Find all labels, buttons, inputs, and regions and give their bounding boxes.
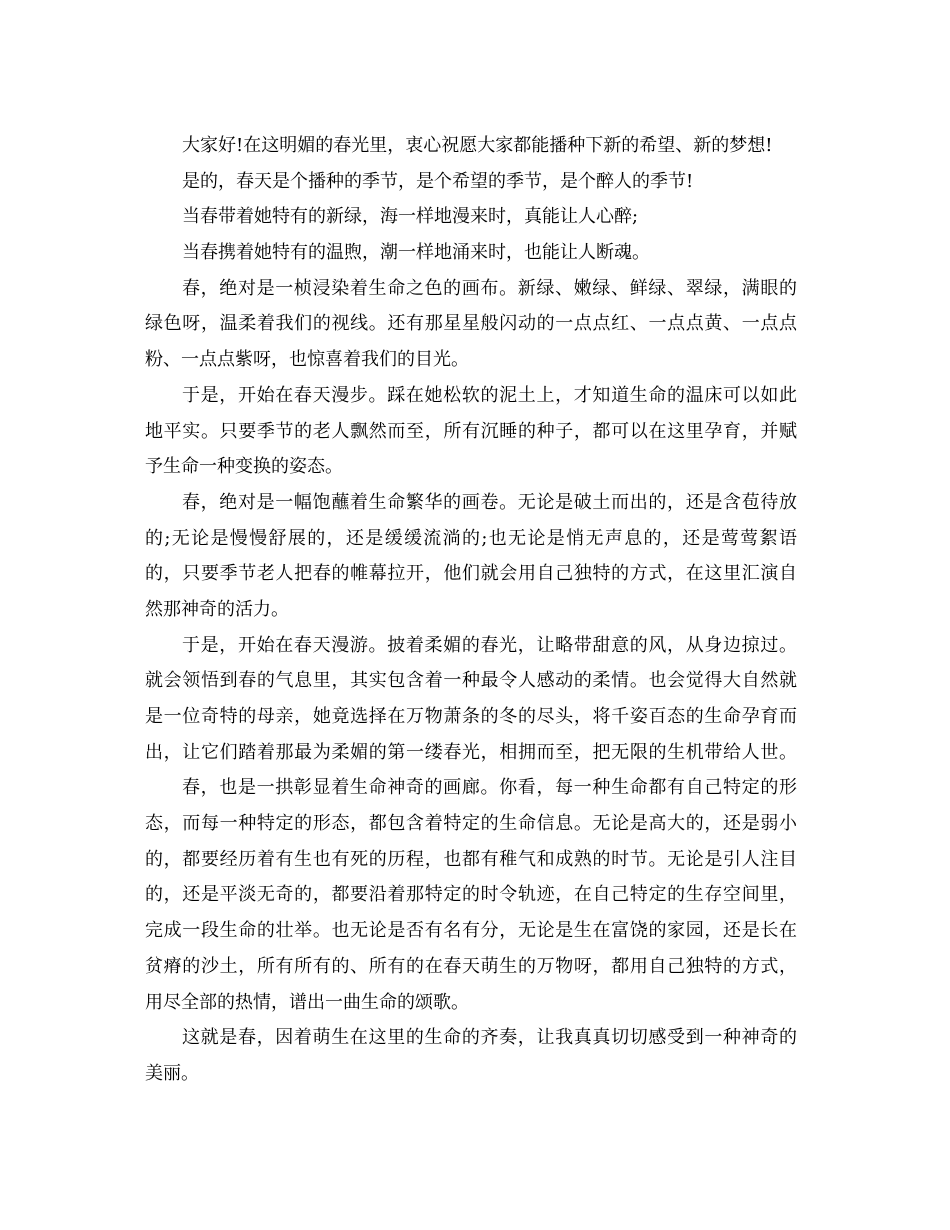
text-line: 就会领悟到春的气息里，其实包含着一种最令人感动的柔情。也会觉得大自然就 bbox=[145, 670, 797, 692]
text-line: 春，也是一拱彰显着生命神奇的画廊。你看，每一种生命都有自己特定的形 bbox=[182, 777, 797, 799]
paragraph-conclusion bbox=[145, 1020, 797, 1091]
text-line: 绿色呀，温柔着我们的视线。还有那星星般闪动的一点点红、一点点黄、一点点 bbox=[145, 313, 797, 335]
text-line: 于是，开始在春天漫游。披着柔媚的春光，让略带甜意的风，从身边掠过。 bbox=[182, 634, 797, 656]
paragraph-scroll-painting bbox=[145, 485, 797, 628]
text-line: 用尽全部的热情，谱出一曲生命的颂歌。 bbox=[145, 991, 469, 1013]
text-line: 予生命一种变换的姿态。 bbox=[145, 456, 343, 478]
text-line: 当春带着她特有的新绿，海一样地漫来时，真能让人心醉; bbox=[182, 206, 639, 228]
text-line: 出，让它们踏着那最为柔媚的第一缕春光，相拥而至，把无限的生机带给人世。 bbox=[145, 741, 797, 763]
text-line: 是一位奇特的母亲，她竟选择在万物萧条的冬的尽头，将千姿百态的生命孕育而 bbox=[145, 706, 797, 727]
text-line: 的，只要季节老人把春的帷幕拉开，他们就会用自己独特的方式，在这里汇演自 bbox=[145, 563, 797, 585]
text-line: 贫瘠的沙土，所有所有的、所有的在春天萌生的万物呀，都用自己独特的方式， bbox=[145, 955, 797, 977]
text-line: 的，还是平淡无奇的，都要沿着那特定的时令轨迹，在自己特定的生存空间里， bbox=[145, 884, 797, 906]
document-page bbox=[145, 128, 797, 1092]
text-line: 当春携着她特有的温煦，潮一样地涌来时，也能让人断魂。 bbox=[182, 242, 650, 264]
paragraph-warmth bbox=[145, 235, 797, 271]
paragraph-gallery bbox=[145, 770, 797, 1020]
text-line: 春，绝对是一幅饱蘸着生命繁华的画卷。无论是破土而出的，还是含苞待放 bbox=[182, 491, 797, 513]
text-line: 大家好!在这明媚的春光里，衷心祝愿大家都能播种下新的希望、新的梦想! bbox=[182, 135, 773, 156]
text-line: 这就是春，因着萌生在这里的生命的齐奏，让我真真切切感受到一种神奇的 bbox=[182, 1027, 797, 1049]
text-line: 的;无论是慢慢舒展的，还是缓缓流淌的;也无论是悄无声息的，还是莺莺絮语 bbox=[145, 527, 797, 549]
paragraph-new-green bbox=[145, 199, 797, 235]
text-line: 美丽。 bbox=[145, 1062, 199, 1084]
paragraph-stroll bbox=[145, 378, 797, 485]
text-line: 是的，春天是个播种的季节，是个希望的季节，是个醉人的季节! bbox=[182, 170, 694, 192]
text-line: 态，而每一种特定的形态，都包含着特定的生命信息。无论是高大的，还是弱小 bbox=[145, 813, 797, 835]
paragraph-spring-season bbox=[145, 164, 797, 200]
text-line: 地平实。只要季节的老人飘然而至，所有沉睡的种子，都可以在这里孕育，并赋 bbox=[145, 420, 797, 442]
text-line: 完成一段生命的壮举。也无论是否有名有分，无论是生在富饶的家园，还是长在 bbox=[145, 920, 797, 942]
text-line: 然那神奇的活力。 bbox=[145, 598, 289, 620]
paragraph-wander bbox=[145, 628, 797, 771]
paragraph-canvas bbox=[145, 271, 797, 378]
text-line: 春，绝对是一桢浸染着生命之色的画布。新绿、嫩绿、鲜绿、翠绿，满眼的 bbox=[182, 277, 797, 299]
paragraph-greeting bbox=[145, 128, 797, 164]
text-line: 的，都要经历着有生也有死的历程，也都有稚气和成熟的时节。无论是引人注目 bbox=[145, 848, 797, 870]
text-line: 于是，开始在春天漫步。踩在她松软的泥土上，才知道生命的温床可以如此 bbox=[182, 384, 797, 406]
text-line: 粉、一点点紫呀，也惊喜着我们的目光。 bbox=[145, 349, 469, 371]
